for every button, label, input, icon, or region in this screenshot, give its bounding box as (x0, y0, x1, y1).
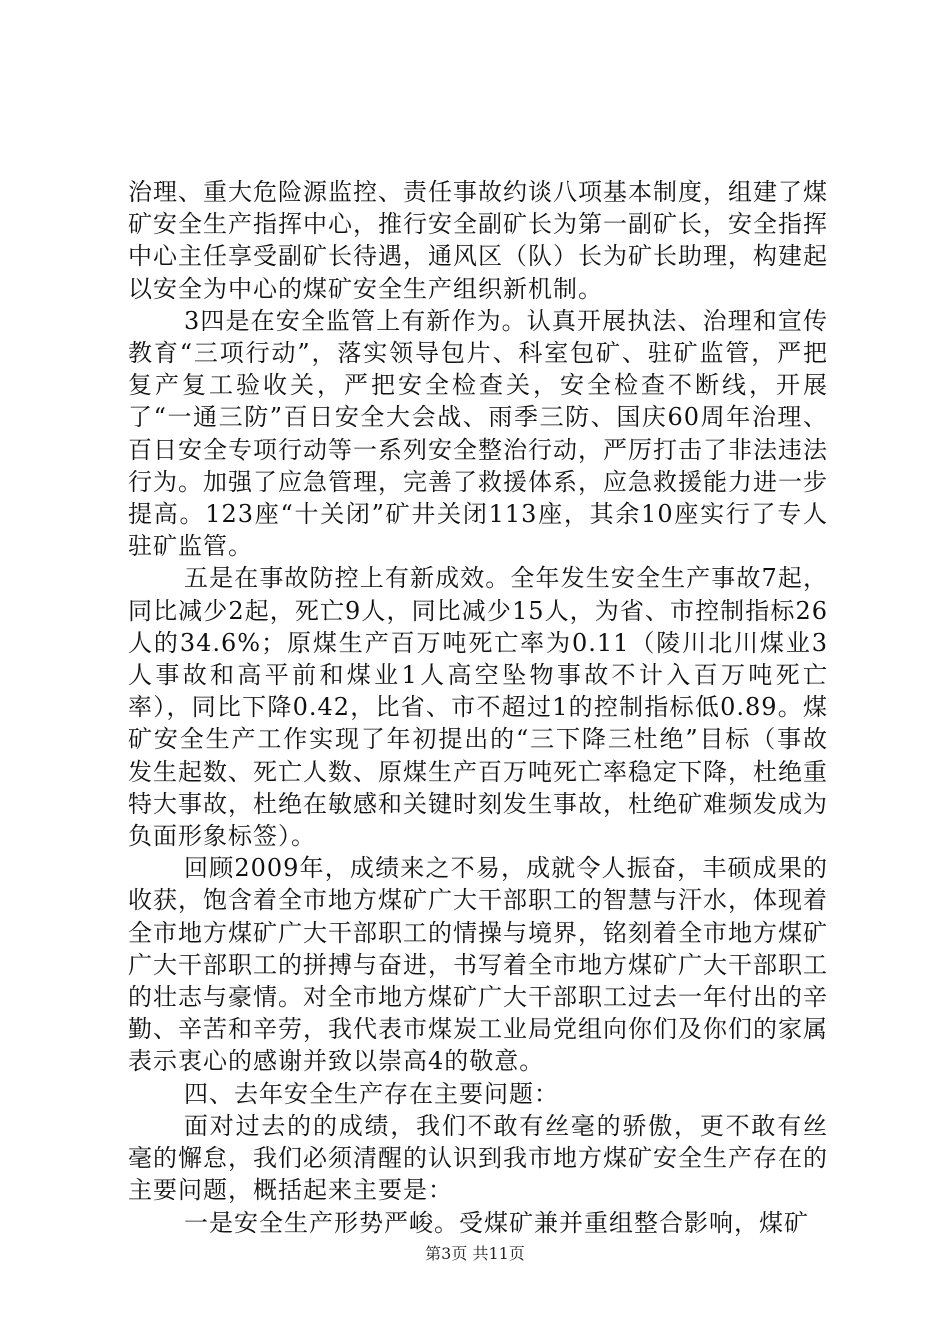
page-number-footer: 第3页 共11页 (425, 1244, 525, 1263)
paragraph-safety-supervision: 3四是在安全监管上有新作为。认真开展执法、治理和宣传教育“三项行动”，落实领导包片、科室包矿、驻矿监管，严把复产复工验收关，严把安全检查关，安全检查不断线，开展了“一通三防”百日安全大会战、雨季三防、国庆60周年治理、百日安全专项行动等一系列安全整治行动，严厉打击了非法违法行为。加强了应急管理，完善了救援体系，应急救援能力进一步提高。123座“十关闭”矿井关闭113座，其余10座实行了专人驻矿监管。 (128, 306, 828, 561)
section-heading-main-problems: 四、去年安全生产存在主要问题： (184, 1079, 559, 1108)
paragraph-accident-prevention: 五是在事故防控上有新成效。全年发生安全生产事故7起，同比减少2起，死亡9人，同比减少15人，为省、市控制指标26人的34.6%；原煤生产百万吨死亡率为0.11（陵川北川煤业3人事故和高平前和煤业1人高空坠物事故不计入百万吨死亡率），同比下降0.42，比省、市不超过1的控制指标低0.89。煤矿安全生产工作实现了年初提出的“三下降三杜绝”目标（事故发生起数、死亡人数、原煤生产百万吨死亡率稳定下降，杜绝重特大事故，杜绝在敏感和关键时刻发生事故，杜绝矿难频发成为负面形象标签）。 (128, 564, 828, 851)
document-body (128, 176, 828, 1239)
paragraph-problem-one: 一是安全生产形势严峻。受煤矿兼并重组整合影响，煤矿 (184, 1208, 809, 1237)
paragraph-continuation: 治理、重大危险源监控、责任事故约谈八项基本制度，组建了煤矿安全生产指挥中心，推行安全副矿长为第一副矿长，安全指挥中心主任享受副矿长待遇，通风区（队）长为矿长助理，构建起以安全为中心的煤矿安全生产组织新机制。 (128, 178, 828, 303)
paragraph-problems-intro: 面对过去的的成绩，我们不敢有丝毫的骄傲，更不敢有丝毫的懈怠，我们必须清醒的认识到我市地方煤矿安全生产存在的主要问题，概括起来主要是： (128, 1111, 828, 1205)
paragraph-review-2009: 回顾2009年，成绩来之不易，成就令人振奋，丰硕成果的收获，饱含着全市地方煤矿广大干部职工的智慧与汗水，体现着全市地方煤矿广大干部职工的情操与境界，铭刻着全市地方煤矿广大干部职工的拼搏与奋进，书写着全市地方煤矿广大干部职工的壮志与豪情。对全市地方煤矿广大干部职工过去一年付出的辛勤、辛苦和辛劳，我代表市煤炭工业局党组向你们及你们的家属表示衷心的感谢并致以崇高4的敬意。 (128, 854, 828, 1076)
